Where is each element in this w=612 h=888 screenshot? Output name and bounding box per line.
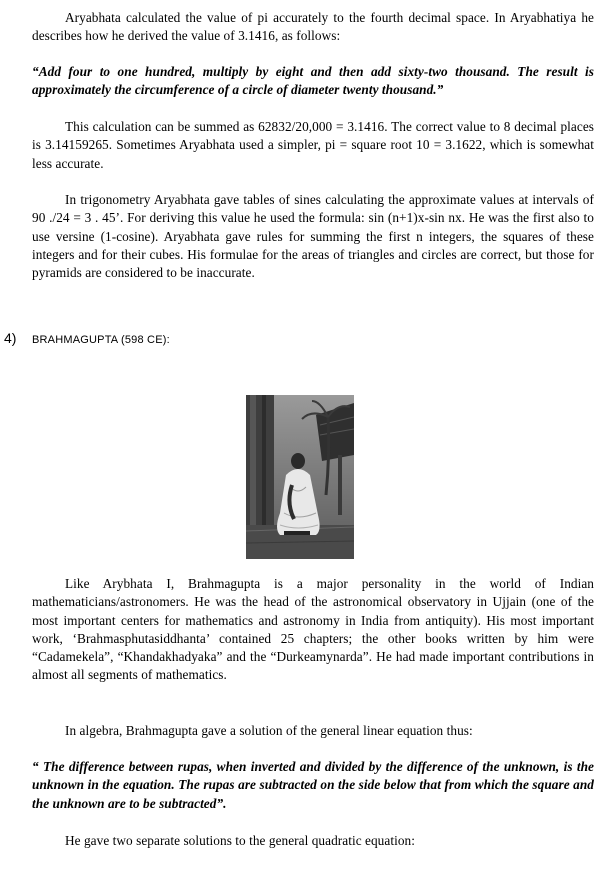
brahmagupta-portrait-image [246, 395, 354, 559]
quote-aryabhata-pi: “Add four to one hundred, multiply by eight and then add sixty-two thousand. The result is approximately the circumference of a circle of diameter twenty thousand.” [32, 64, 594, 98]
paragraph-algebra: In algebra, Brahmagupta gave a solution of the general linear equation thus: [65, 723, 473, 738]
quote-linear-equation: “ The difference between rupas, when inverted and divided by the difference of the unknown, is the unknown in the equation. The rupas are subtracted on the side below that from which the square and the unknown are to be subtracted”. [32, 759, 594, 811]
section-heading [4, 330, 564, 347]
paragraph-brahmagupta-intro: Like Arybhata I, Brahmagupta is a major personality in the world of Indian mathematicians/astronomers. He was the head of the astronomical observatory in Ujjain (one of the most important centers for mathematics and astronomy in India from antiquity). His most important work, ‘Brahmasphutasiddhanta’ contained 25 chapters; the other books written by him were “Cadamekela”, “Khandakhadyaka” and the “Durkeamynarda”. He had made important contributions in almost all segments of mathematics. [32, 576, 594, 683]
paragraph-aryabhata-pi: Aryabhata calculated the value of pi accurately to the fourth decimal space. In Aryabhatiya he describes how he derived the value of 3.1416, as follows: [32, 10, 594, 44]
section-number: 4) [4, 330, 17, 346]
paragraph-pi-calculation: This calculation can be summed as 62832/20,000 = 3.1416. The correct value to 8 decimal places is 3.14159265. Sometimes Aryabhata used a simpler, pi = square root 10 = 3.1622, which is somewhat less accurate. [32, 119, 594, 171]
paragraph-trigonometry: In trigonometry Aryabhata gave tables of sines calculating the approximate values at intervals of 90 ./24 = 3 . 45’. For deriving this value he used the formula: sin (n+1)x-sin nx. He was the first also to use versine (1-cosine). Aryabhata gave rules for summing the first n integers, the squares of these integers and for their cubes. His formulae for the areas of triangles and circles are correct, but those for pyramids are considered to be inaccurate. [32, 192, 594, 281]
paragraph-quadratic: He gave two separate solutions to the general quadratic equation: [65, 833, 415, 848]
section-title: BRAHMAGUPTA (598 CE): [32, 334, 170, 346]
portrait-illustration-icon [246, 395, 354, 559]
